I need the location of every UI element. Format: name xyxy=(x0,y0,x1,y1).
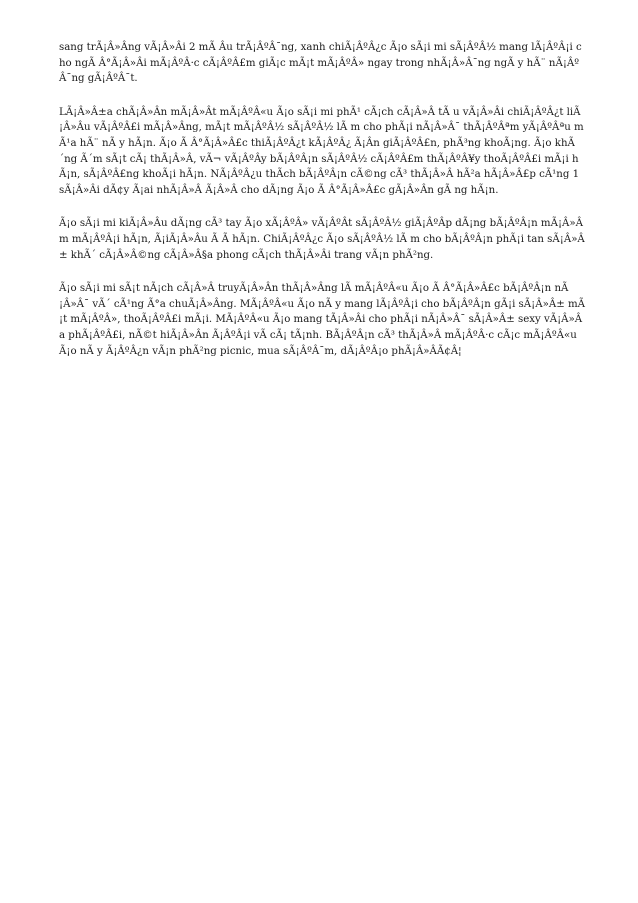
paragraph: Ã¡o sÃ¡i mi kiÃ¡Â»Âu dÃ¡ng cÃ³ tay Ã¡o xÃ¡ÂºÂ» vÃ¡ÂºÂt sÃ¡ÂºÂ½ giÃ¡ÂºÂp dÃ¡ng bÃ¡ÂºÂ¡n mÃ¡Â»Âm mÃ¡ÂºÂ¡i hÃ¡n, Ã¡iÃ¡Â»Âu Ã Ã hÃ¡n. ChiÃ¡ÂºÂ¿c Ã¡o sÃ¡ÂºÂ½ lÃ m cho bÃ¡ÂºÂ¡n phÃ¡i tan sÃ¡Â»Â± khÃ´ cÃ¡Â»Â©ng cÃ¡Â»Â§a phong cÃ¡ch thÃ¡Â»Âi trang vÃ¡n phÃ²ng. xyxy=(59,218,585,261)
paragraph: LÃ¡Â»Â±a chÃ¡Â»Ân mÃ¡Â»Ât mÃ¡ÂºÂ«u Ã¡o sÃ¡i mi phÃ¹ cÃ¡ch cÃ¡Â»Â tÃ u vÃ¡Â»Âi chiÃ¡ÂºÂ¿t liÃ¡Â»Âu vÃ¡ÂºÂ£i mÃ¡Â»Âng, mÃ¡t mÃ¡ÂºÂ½ sÃ¡ÂºÂ½ lÃ m cho phÃ¡i nÃ¡Â»Â¯ thÃ¡ÂºÂªm yÃ¡ÂºÂªu mÃ¹a hÃ¨ nÃ y hÃ¡n. Ã¡o Ã Â°Ã¡Â»Â£c thiÃ¡ÂºÂ¿t kÃ¡ÂºÂ¿ Ã¡Ân giÃ¡ÂºÂ£n, phÃ³ng khoÃ¡ng. Ã¡o khÃ´ng Ã´m sÃ¡t cÃ¡ thÃ¡Â»Â, vÃ¬ vÃ¡ÂºÂy bÃ¡ÂºÂ¡n sÃ¡ÂºÂ½ cÃ¡ÂºÂ£m thÃ¡ÂºÂ¥y thoÃ¡ÂºÂ£i mÃ¡i hÃ¡n, sÃ¡ÂºÂ£ng khoÃ¡i hÃ¡n. NÃ¡ÂºÂ¿u thÃch bÃ¡ÂºÂ¡n cÃ©ng cÃ³ thÃ¡Â»Â hÃ²a hÃ¡Â»Â£p cÃ¹ng 1 sÃ¡Â»Âi dÃ¢y Ã¡ai nhÃ¡Â»Â Ã¡Â»Â cho dÃ¡ng Ã¡o Ã Â°Ã¡Â»Â£c gÃ¡Â»Ân gÃ ng hÃ¡n. xyxy=(59,106,584,196)
document-body xyxy=(59,40,585,377)
paragraph: sang trÃ¡Â»Âng vÃ¡Â»Âi 2 mÃ Âu trÃ¡ÂºÂ¯ng, xanh chiÃ¡ÂºÂ¿c Ã¡o sÃ¡i mi sÃ¡ÂºÂ½ mang lÃ¡ÂºÂ¡i cho ngÃ Â°Ã¡Â»Âi mÃ¡ÂºÂ·c cÃ¡ÂºÂ£m giÃ¡c mÃ¡t mÃ¡ÂºÂ» ngay trong nhÃ¡Â»Â¯ng ngÃ y hÃ¨ nÃ¡ÂºÂ¯ng gÃ¡ÂºÂ¯t. xyxy=(59,42,582,85)
paragraph: Ã¡o sÃ¡i mi sÃ¡t nÃ¡ch cÃ¡Â»Â truyÃ¡Â»Ân thÃ¡Â»Âng lÃ mÃ¡ÂºÂ«u Ã¡o Ã Â°Ã¡Â»Â£c bÃ¡ÂºÂ¡n nÃ¡Â»Â¯ vÃ´ cÃ¹ng Ã°a chuÃ¡Â»Âng. MÃ¡ÂºÂ«u Ã¡o nÃ y mang lÃ¡ÂºÂ¡i cho bÃ¡ÂºÂ¡n gÃ¡i sÃ¡Â»Â± mÃ¡t mÃ¡ÂºÂ», thoÃ¡ÂºÂ£i mÃ¡i. MÃ¡ÂºÂ«u Ã¡o mang tÃ¡Â»Âi cho phÃ¡i nÃ¡Â»Â¯ sÃ¡Â»Â± sexy vÃ¡Â»Âa phÃ¡ÂºÂ£i, nÃ©t hiÃ¡Â»Ân Ã¡ÂºÂ¡i vÃ cÃ¡ tÃ¡nh. BÃ¡ÂºÂ¡n cÃ³ thÃ¡Â»Â mÃ¡ÂºÂ·c cÃ¡c mÃ¡ÂºÂ«u Ã¡o nÃ y Ã¡ÂºÂ¿n vÃ¡n phÃ²ng picnic, mua sÃ¡ÂºÂ¯m, dÃ¡ÂºÂ¡o phÃ¡Â»ÂÃ¢Â¦ xyxy=(59,283,585,357)
